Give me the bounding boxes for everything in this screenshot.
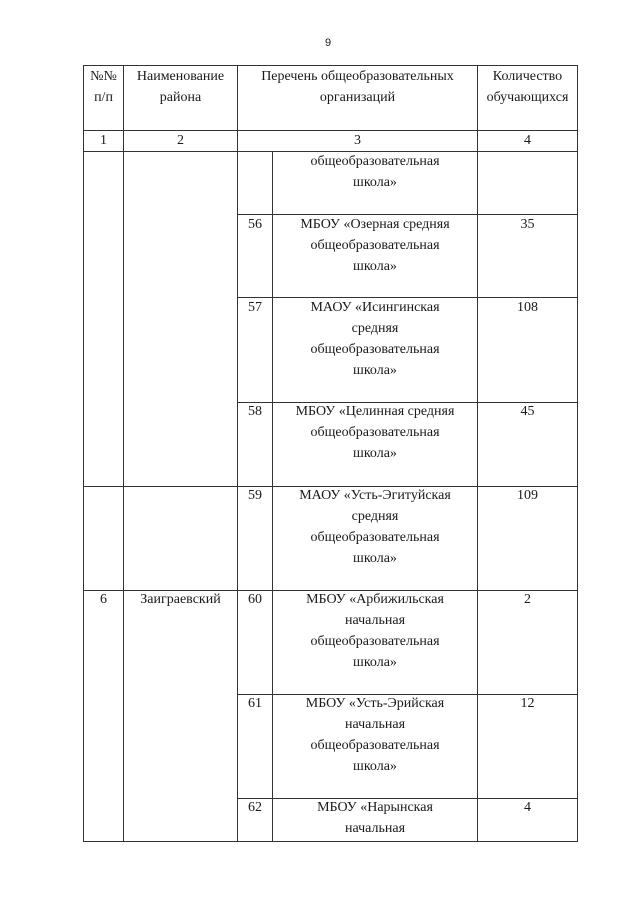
header-col-students: Количество обучающихся (486, 69, 569, 105)
row-62-number: 62 (248, 800, 262, 815)
row-62-count: 4 (524, 800, 531, 815)
row-56-org-name: МБОУ «Озерная средняя общеобразовательная школа» (300, 217, 450, 274)
row-57-org-name: МАОУ «Исингинская средняя общеобразовательная школа» (310, 300, 440, 378)
row-56-count: 35 (520, 217, 535, 232)
row-58-number: 58 (248, 404, 262, 419)
column-number-2: 2 (177, 133, 184, 148)
page-number: 9 (324, 37, 332, 49)
row-62-org-name: МБОУ «Нарынская начальная (317, 800, 433, 836)
row-58-count: 45 (520, 404, 535, 419)
header-col-number: №№ п/п (90, 69, 117, 105)
row-57-count: 108 (517, 300, 538, 315)
row-60-org-name: МБОУ «Арбижильская начальная общеобразовательная школа» (306, 592, 444, 670)
row-61-number: 61 (248, 696, 262, 711)
row-59-number: 59 (248, 488, 262, 503)
header-col-district: Наименование района (136, 69, 225, 105)
header-col-organizations: Перечень общеобразовательных организаций (261, 69, 454, 105)
row-61-count: 12 (520, 696, 535, 711)
row-0-org-name: общеобразовательная школа» (310, 154, 440, 190)
district-6-number: 6 (100, 592, 107, 607)
row-61-org-name: МБОУ «Усть-Эрийская начальная общеобразовательная школа» (305, 696, 445, 774)
row-57-number: 57 (248, 300, 262, 315)
row-56-number: 56 (248, 217, 262, 232)
column-number-1: 1 (100, 133, 107, 148)
row-58-org-name: МБОУ «Целинная средняя общеобразовательная школа» (295, 404, 455, 461)
row-59-count: 109 (517, 488, 538, 503)
column-number-3: 3 (354, 133, 361, 148)
row-59-org-name: МАОУ «Усть-Эгитуйская средняя общеобразовательная школа» (299, 488, 451, 566)
column-number-4: 4 (524, 133, 531, 148)
row-60-number: 60 (248, 592, 262, 607)
row-60-count: 2 (524, 592, 531, 607)
district-6-name: Заиграевский (140, 592, 221, 607)
